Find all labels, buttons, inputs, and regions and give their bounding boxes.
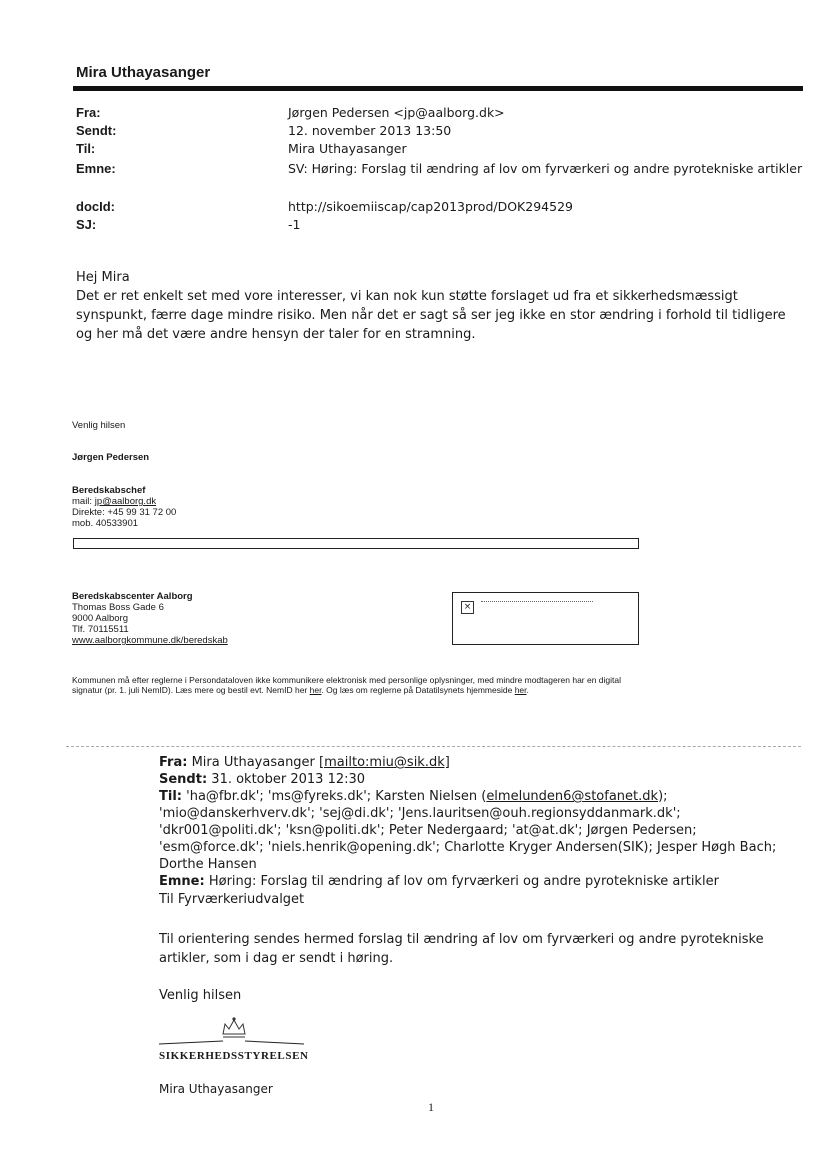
signature-org <box>72 591 228 602</box>
fwd-fra <box>159 754 799 771</box>
nemid-link[interactable]: her <box>309 685 322 695</box>
fwd-sendt <box>159 771 799 788</box>
fwd-salutation: Til Fyrværkeriudvalget <box>159 892 305 907</box>
page-number: 1 <box>428 1100 434 1114</box>
forwarded-header <box>159 754 799 890</box>
forward-separator <box>66 746 801 747</box>
signature-name-text: Jørgen Pedersen <box>72 452 150 463</box>
docid-value: http://sikoemiiscap/cap2013prod/DOK294529 <box>288 199 573 214</box>
signature-contact <box>72 485 176 529</box>
disclaimer-text-3: . <box>526 685 529 695</box>
header-rule <box>73 86 803 91</box>
fwd-til-label: Til: <box>159 789 182 804</box>
datatilsynet-link[interactable]: her <box>514 685 527 695</box>
fwd-fra-label: Fra: <box>159 755 188 770</box>
signature-org-text: Beredskabscenter Aalborg <box>72 591 193 602</box>
docid-label: docId: <box>76 199 115 214</box>
signature-street: Thomas Boss Gade 6 <box>72 602 164 613</box>
sendt-label: Sendt: <box>76 123 117 138</box>
body-paragraph: Det er ret enkelt set med vore interesser, vi kan nok kun støtte forslaget ud fra et sikkerhedsmæssigt synspunkt, færre dage mindre risiko. Men når det er sagt så ser jeg ikke en stor ændring i forhold til tidligere og her må det være andre hensyn der taler for en stramning. <box>76 289 786 342</box>
fwd-til-email-link[interactable]: elmelunden6@stofanet.dk <box>486 789 659 804</box>
signature-image-frame <box>452 592 639 645</box>
signature-direct: Direkte: +45 99 31 72 00 <box>72 507 177 518</box>
crown-logo-icon <box>159 1016 304 1050</box>
signature-role <box>72 485 176 496</box>
emne-value: SV: Høring: Forslag til ændring af lov om fyrværkeri og andre pyrotekniske artikler <box>288 161 803 176</box>
logo-wordmark: SIKKERHEDSSTYRELSEN <box>159 1050 309 1062</box>
fwd-emne-label: Emne: <box>159 874 205 889</box>
fwd-til-value-1: 'ha@fbr.dk'; 'ms@fyreks.dk'; Karsten Nielsen ( <box>186 789 487 804</box>
sendt-value: 12. november 2013 13:50 <box>288 123 452 138</box>
sj-value: -1 <box>288 217 301 232</box>
disclaimer-text-1: Kommunen må efter reglerne i Persondataloven ikke kommunikere elektronisk med personlige oplysninger, med mindre modtageren har en digital signatur (pr. 1. juli NemID). Læs mere og bestil evt. NemID her <box>72 675 622 695</box>
fra-label: Fra: <box>76 105 101 120</box>
signature-divider-box <box>73 538 639 549</box>
website-link[interactable]: www.aalborgkommune.dk/beredskab <box>72 635 228 646</box>
broken-image-icon: × <box>461 601 474 614</box>
fwd-sendt-label: Sendt: <box>159 772 208 787</box>
signature-closing: Venlig hilsen <box>72 420 126 431</box>
fwd-emne-value: Høring: Forslag til ændring af lov om fyrværkeri og andre pyrotekniske artikler <box>208 874 719 889</box>
fwd-til-value-2: ); 'mio@danskerhverv.dk'; 'sej@di.dk'; 'Jens.lauritsen@ouh.regionsyddanmark.dk'; 'dkr001@politi.dk'; 'ksn@politi.dk'; Peter Nedergaard; 'at@at.dk'; Jørgen Pedersen; 'esm@force.dk'; 'niels.henrik@opening.dk'; Charlotte Kryger Andersen(SIK); Jesper Høgh Bach; Dorthe Hansen <box>159 789 777 872</box>
mail-label: mail: <box>72 496 95 507</box>
signature-phone: Tlf. 70115511 <box>72 624 129 635</box>
signature-role-text: Beredskabschef <box>72 485 146 496</box>
image-caption-line <box>481 601 593 602</box>
signature-mail <box>72 496 176 507</box>
fra-value: Jørgen Pedersen <jp@aalborg.dk> <box>288 105 505 120</box>
fwd-emne <box>159 873 799 890</box>
til-value: Mira Uthayasanger <box>288 141 407 156</box>
sj-label: SJ: <box>76 217 97 232</box>
fwd-til <box>159 788 799 873</box>
fwd-fra-value: Mira Uthayasanger <box>191 755 320 770</box>
fwd-sender: Mira Uthayasanger <box>159 1082 273 1096</box>
greeting: Hej Mira <box>76 270 130 285</box>
emne-label: Emne: <box>76 161 116 176</box>
fwd-paragraph: Til orientering sendes hermed forslag til ændring af lov om fyrværkeri og andre pyrotekniske artikler, som i dag er sendt i høring. <box>159 932 764 966</box>
til-label: Til: <box>76 141 96 156</box>
page-title: Mira Uthayasanger <box>76 64 211 81</box>
email-body <box>76 268 796 344</box>
mail-link[interactable]: jp@aalborg.dk <box>94 496 157 507</box>
signature-city: 9000 Aalborg <box>72 613 128 624</box>
fwd-sendt-value: 31. oktober 2013 12:30 <box>211 772 366 787</box>
signature-address <box>72 591 228 646</box>
signature-mobile: mob. 40533901 <box>72 518 139 529</box>
fwd-fra-mailto-link[interactable]: [mailto:miu@sik.dk] <box>319 755 450 770</box>
disclaimer-text-2: . Og læs om reglerne på Datatilsynets hjemmeside <box>321 685 515 695</box>
fwd-closing: Venlig hilsen <box>159 988 242 1003</box>
signature-name <box>72 452 149 463</box>
disclaimer <box>72 675 642 695</box>
